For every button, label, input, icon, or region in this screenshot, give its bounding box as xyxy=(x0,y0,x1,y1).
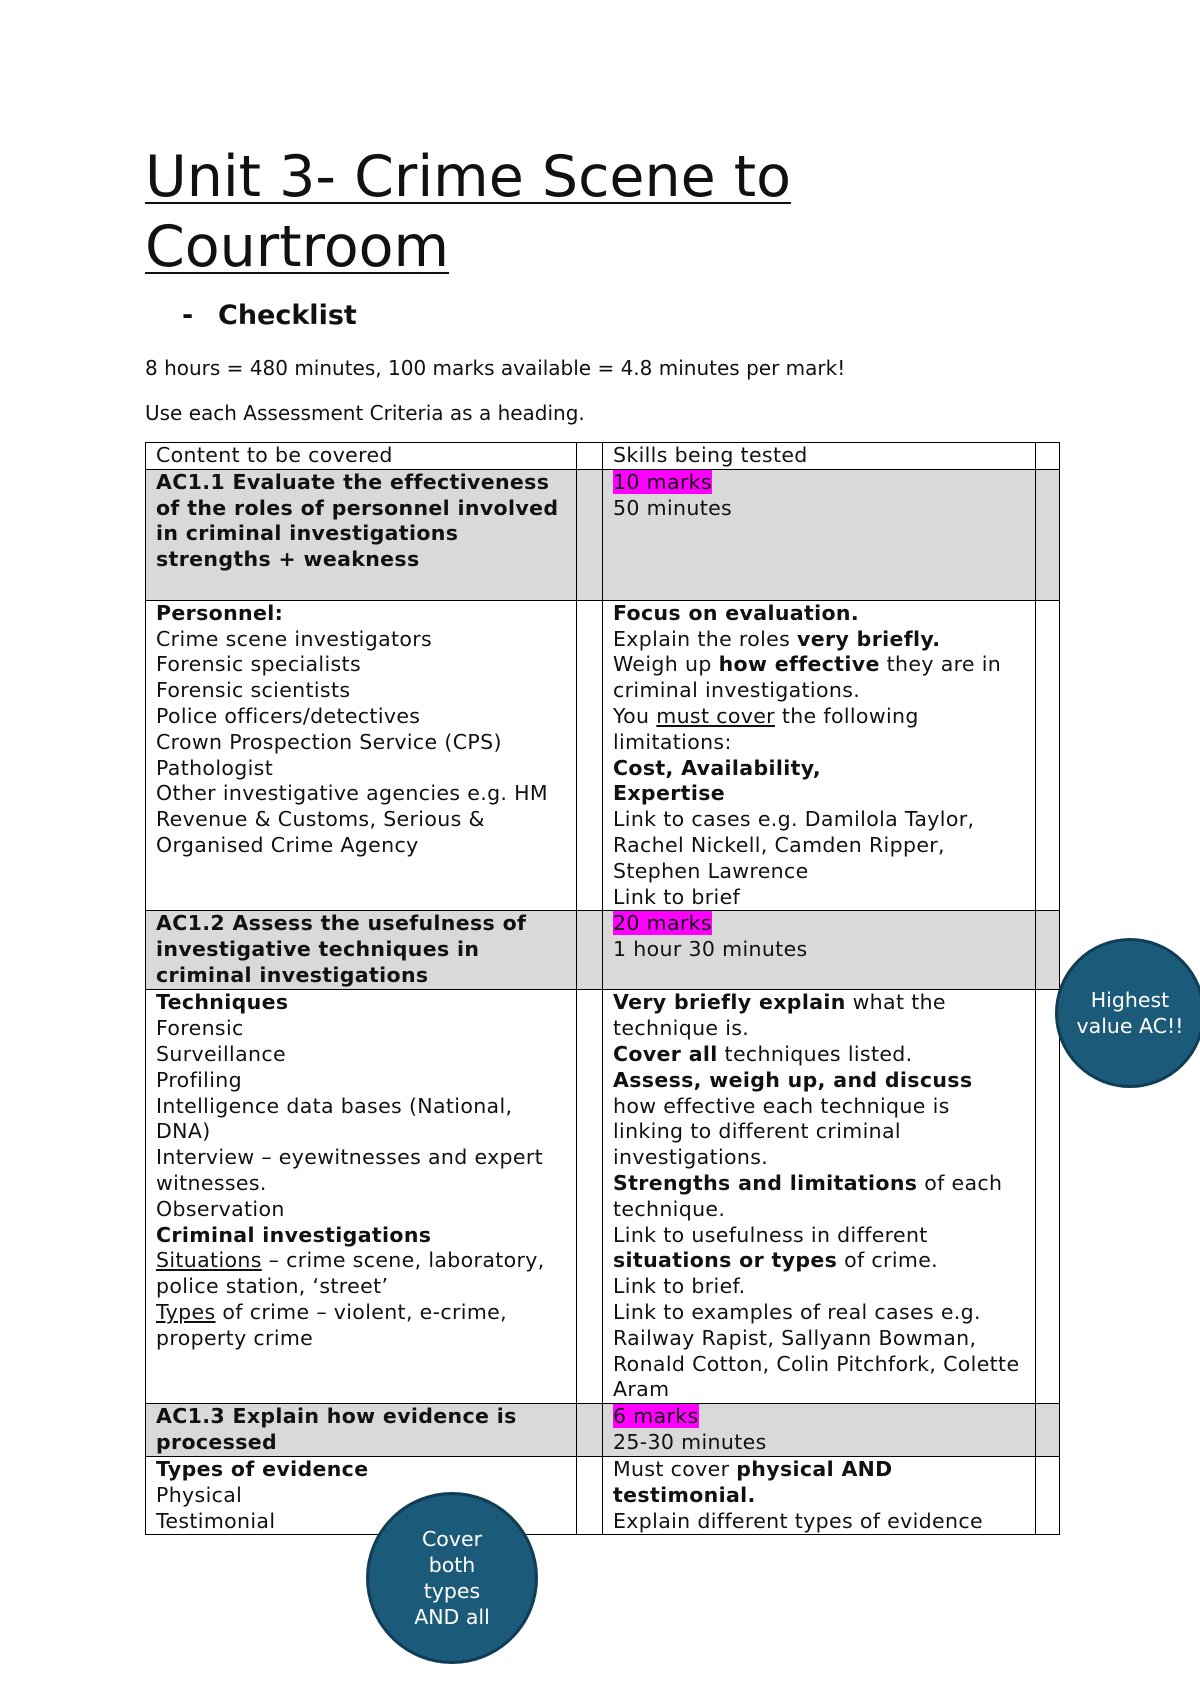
situations-line xyxy=(156,1248,566,1300)
table-header-row xyxy=(146,443,1060,470)
skill-weigh xyxy=(613,652,1025,704)
ac11-time: 50 minutes xyxy=(613,495,733,520)
ac13-skills-cell xyxy=(603,1456,1036,1534)
ac12-skills-cell xyxy=(603,990,1036,1404)
skill-emphasis: situations or types xyxy=(613,1248,838,1273)
ac11-heading-row xyxy=(146,469,1060,600)
ac13-heading: AC1.3 Explain how evidence is processed xyxy=(146,1404,577,1457)
tick-cell xyxy=(1036,911,1060,990)
gap-cell xyxy=(577,600,603,911)
ac12-time: 1 hour 30 minutes xyxy=(613,937,808,962)
ac13-detail-row xyxy=(146,1456,1060,1534)
list-item: Intelligence data bases (National, DNA) xyxy=(156,1093,513,1144)
tick-cell xyxy=(1036,990,1060,1404)
checklist-heading xyxy=(182,300,357,331)
crim-investigations-heading: Criminal investigations xyxy=(156,1222,432,1247)
skill-brief: Link to brief. xyxy=(613,1274,746,1299)
skill-text: Must cover xyxy=(613,1456,737,1481)
list-item: Police officers/detectives xyxy=(156,703,421,728)
ac11-marks: 10 marks xyxy=(613,469,712,494)
ac12-marks-cell xyxy=(603,911,1036,990)
highest-value-note xyxy=(1055,938,1200,1088)
ac11-heading: AC1.1 Evaluate the effectiveness of the roles of personnel involved in criminal investigations strengths + weakness xyxy=(146,469,577,600)
situations-label: Situations xyxy=(156,1248,262,1273)
list-item: Other investigative agencies e.g. HM Revenue & Customs, Serious & Organised Crime Agency xyxy=(156,781,548,857)
list-item: Forensic scientists xyxy=(156,678,351,703)
skill-limits: Cost, Availability, Expertise xyxy=(613,755,822,806)
ac13-marks: 6 marks xyxy=(613,1404,699,1429)
ac12-marks: 20 marks xyxy=(613,911,712,936)
ac11-marks-cell xyxy=(603,469,1036,600)
ac11-content-heading: Personnel: xyxy=(156,600,284,625)
list-item: Forensic xyxy=(156,1016,244,1041)
skill-very-briefly xyxy=(613,990,1025,1042)
skill-text: Link to usefulness in different xyxy=(613,1222,928,1247)
skill-cover-all xyxy=(613,1042,1025,1068)
header-content: Content to be covered xyxy=(146,443,577,470)
intro-heading-line: Use each Assessment Criteria as a heading. xyxy=(145,401,585,425)
skill-usefulness xyxy=(613,1223,1025,1275)
ac12-detail-row xyxy=(146,990,1060,1404)
list-item: Crown Prospection Service (CPS) xyxy=(156,729,502,754)
ac12-content-cell xyxy=(146,990,577,1404)
tick-cell xyxy=(1036,1404,1060,1457)
skill-text: of crime. xyxy=(837,1248,939,1273)
tick-cell xyxy=(1036,443,1060,470)
gap-cell xyxy=(577,469,603,600)
skill-must-cover xyxy=(613,1457,1025,1509)
skill-strengths xyxy=(613,1171,1025,1223)
skill-focus: Focus on evaluation. xyxy=(613,600,860,625)
skill-text: techniques listed. xyxy=(717,1041,913,1066)
gap-cell xyxy=(577,911,603,990)
list-item: Profiling xyxy=(156,1067,242,1092)
list-item: Observation xyxy=(156,1196,285,1221)
page-title: Unit 3- Crime Scene to Courtroom xyxy=(145,144,792,280)
ac11-skills-cell xyxy=(603,600,1036,911)
skill-emphasis: Strengths and limitations xyxy=(613,1170,918,1195)
list-item: Pathologist xyxy=(156,755,274,780)
skill-must-cover xyxy=(613,704,1025,756)
skill-emphasis: how effective xyxy=(718,652,880,677)
situations-text: – crime scene, laboratory, police station, ‘street’ xyxy=(156,1248,545,1299)
skill-text: Explain the roles xyxy=(613,626,798,651)
ac12-content-heading: Techniques xyxy=(156,990,289,1015)
checklist-table xyxy=(145,442,1060,1535)
skill-text: Weigh up xyxy=(613,652,719,677)
checklist-label: Checklist xyxy=(218,300,357,331)
types-text: of crime – violent, e-crime, property crime xyxy=(156,1299,507,1350)
skill-assess: Assess, weigh up, and discuss xyxy=(613,1067,973,1092)
skill-text: what the technique is. xyxy=(613,990,946,1041)
gap-cell xyxy=(577,1456,603,1534)
types-label: Types xyxy=(156,1299,216,1324)
skill-assess-text: how effective each technique is linking to different criminal investigations. xyxy=(613,1093,950,1170)
skill-underline: must cover xyxy=(656,703,775,728)
gap-cell xyxy=(577,990,603,1404)
skill-emphasis: Cover all xyxy=(613,1041,718,1066)
skill-text: they are in criminal investigations. xyxy=(613,652,1002,703)
ac13-time: 25-30 minutes xyxy=(613,1430,767,1455)
skill-emphasis: physical AND testimonial. xyxy=(613,1456,893,1507)
ac13-marks-cell xyxy=(603,1404,1036,1457)
skill-emphasis: very briefly. xyxy=(797,626,941,651)
ac12-heading: AC1.2 Assess the usefulness of investigative techniques in criminal investigations xyxy=(146,911,577,990)
list-item: Surveillance xyxy=(156,1041,286,1066)
skill-text: of each technique. xyxy=(613,1170,1003,1221)
ac11-content-cell xyxy=(146,600,577,911)
list-item: Forensic specialists xyxy=(156,652,361,677)
skill-cases: Link to cases e.g. Damilola Taylor, Rachel Nickell, Camden Ripper, Stephen Lawrence xyxy=(613,807,975,883)
ac13-heading-row xyxy=(146,1404,1060,1457)
skill-cases: Link to examples of real cases e.g. Railway Rapist, Sallyann Bowman, Ronald Cotton, Colin Pitchfork, Colette Aram xyxy=(613,1299,1020,1402)
skill-brief: Link to brief xyxy=(613,884,741,909)
gap-cell xyxy=(577,443,603,470)
ac12-heading-row xyxy=(146,911,1060,990)
list-dash: - xyxy=(182,300,194,331)
note-text: Cover both types AND all xyxy=(414,1527,490,1629)
note-text: Highest value AC!! xyxy=(1076,988,1184,1038)
list-item: Physical xyxy=(156,1482,243,1507)
types-line xyxy=(156,1300,566,1352)
intro-time-line: 8 hours = 480 minutes, 100 marks available = 4.8 minutes per mark! xyxy=(145,356,846,380)
list-item: Testimonial xyxy=(156,1508,276,1533)
tick-cell xyxy=(1036,469,1060,600)
tick-cell xyxy=(1036,600,1060,911)
ac11-detail-row xyxy=(146,600,1060,911)
list-item: Crime scene investigators xyxy=(156,626,433,651)
list-item: Interview – eyewitnesses and expert witnesses. xyxy=(156,1145,544,1195)
skill-emphasis: Very briefly explain xyxy=(613,990,846,1015)
header-skills: Skills being tested xyxy=(603,443,1036,470)
ac13-content-heading: Types of evidence xyxy=(156,1456,369,1481)
skill-text: the following limitations: xyxy=(613,703,919,754)
skill-text: You xyxy=(613,703,657,728)
cover-both-note xyxy=(366,1492,538,1664)
skill-explain: Explain different types of evidence xyxy=(613,1508,983,1533)
gap-cell xyxy=(577,1404,603,1457)
tick-cell xyxy=(1036,1456,1060,1534)
skill-explain xyxy=(613,627,1025,653)
